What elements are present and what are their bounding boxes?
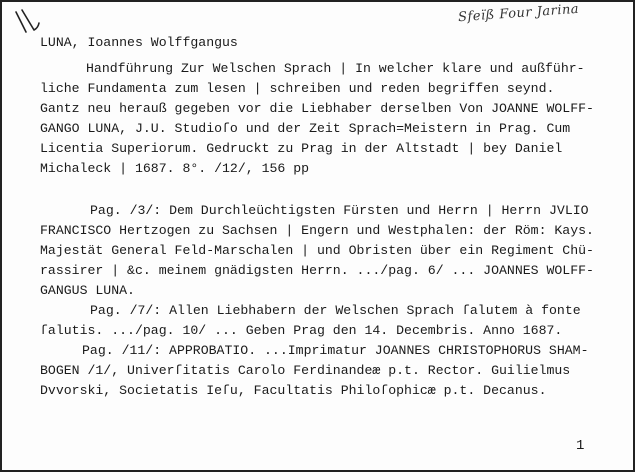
note-line: GANGUS LUNA. xyxy=(40,283,135,298)
note-line: Pag. /7/: Allen Liebhabern der Welschen Sprach ſalutem à fonte xyxy=(90,303,581,318)
corner-pen-mark-icon xyxy=(12,6,42,38)
note-line: Pag. /11/: APPROBATIO. ...Imprimatur JOANNES CHRISTOPHORUS SHAM- xyxy=(82,343,589,358)
entry-line: Michaleck | 1687. 8°. /12/, 156 pp xyxy=(40,161,310,176)
note-line: Pag. /3/: Dem Durchleüchtigsten Fürsten und Herrn | Herrn JVLIO xyxy=(90,203,589,218)
note-line: BOGEN /1/, Univerſitatis Carolo Ferdinandeæ p.t. Rector. Guilielmus xyxy=(40,363,571,378)
entry-line: GANGO LUNA, J.U. Studioſo und der Zeit Sprach=Meistern in Prag. Cum xyxy=(40,121,571,136)
note-line: Majestät General Feld-Marschalen | und Obristen über ein Regiment Chü- xyxy=(40,243,594,258)
entry-line: liche Fundamenta zum lesen | schreiben und reden begriffen seynd. xyxy=(40,81,555,96)
note-line: ſalutis. .../pag. 10/ ... Geben Prag den 14. Decembris. Anno 1687. xyxy=(40,323,563,338)
entry-line: Licentia Superiorum. Gedruckt zu Prag in der Altstadt | bey Daniel xyxy=(40,141,563,156)
page-number: 1 xyxy=(576,438,585,454)
note-line: Dvvorski, Societatis Ieſu, Facultatis Philoſophicæ p.t. Decanus. xyxy=(40,383,547,398)
handwritten-note: Sfeïß Four Jarina xyxy=(457,1,580,26)
card-border-top xyxy=(0,0,635,2)
entry-line: Gantz neu herauß gegeben vor die Liebhaber derselben Von JOANNE WOLFF- xyxy=(40,101,594,116)
card-border-left xyxy=(0,0,2,472)
entry-line: Handführung Zur Welschen Sprach | In welcher klare und außführ- xyxy=(86,61,585,76)
note-line: rassirer | &c. meinem gnädigsten Herrn. .../pag. 6/ ... JOANNES WOLFF- xyxy=(40,263,594,278)
note-line: FRANCISCO Hertzogen zu Sachsen | Engern und Westphalen: der Röm: Kays. xyxy=(40,223,594,238)
card-heading: LUNA, Ioannes Wolffgangus xyxy=(40,35,238,50)
